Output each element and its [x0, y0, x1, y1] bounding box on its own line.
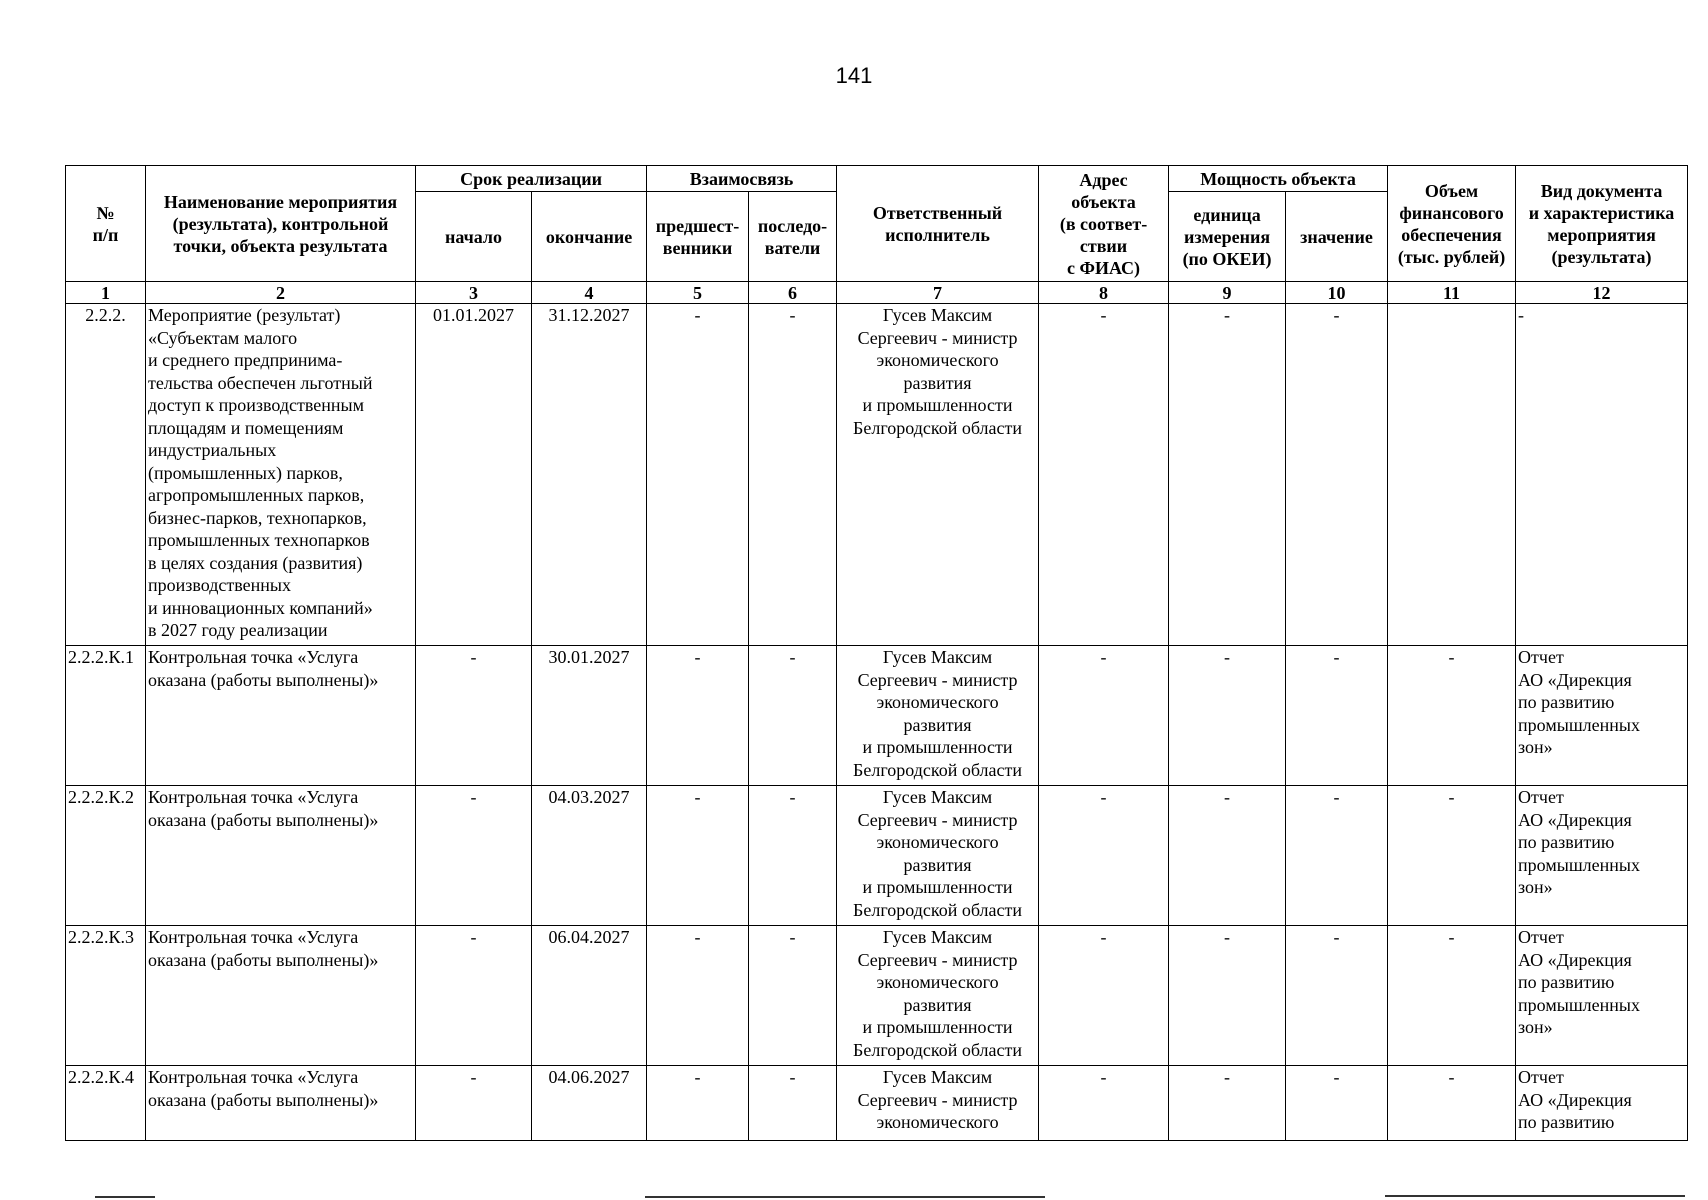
column-number: 2	[146, 282, 416, 304]
row-end: 04.03.2027	[532, 786, 647, 926]
column-number-row	[66, 282, 1688, 304]
column-number: 10	[1286, 282, 1388, 304]
header-successors: последо- ватели	[749, 192, 837, 282]
scan-edge-line	[645, 1196, 1045, 1198]
table-row	[66, 786, 1688, 926]
table-row	[66, 926, 1688, 1066]
row-executor: Гусев Максим Сергеевич - министр экономического развития и промышленности Белгородской области	[837, 304, 1039, 646]
row-funding: -	[1388, 926, 1516, 1066]
row-start: 01.01.2027	[416, 304, 532, 646]
row-executor: Гусев Максим Сергеевич - министр экономического развития и промышленности Белгородской области	[837, 646, 1039, 786]
header-start: начало	[416, 192, 532, 282]
row-unit: -	[1169, 304, 1286, 646]
row-name: Контрольная точка «Услуга оказана (работы выполнены)»	[146, 1066, 416, 1141]
plan-table	[65, 165, 1688, 1141]
header-num: № п/п	[66, 166, 146, 282]
row-end: 04.06.2027	[532, 1066, 647, 1141]
column-number: 8	[1039, 282, 1169, 304]
table-row	[66, 304, 1688, 646]
column-number: 9	[1169, 282, 1286, 304]
row-start: -	[416, 926, 532, 1066]
row-value: -	[1286, 786, 1388, 926]
header-relation: Взаимосвязь	[647, 166, 837, 192]
column-number: 4	[532, 282, 647, 304]
row-name: Мероприятие (результат) «Субъектам малого и среднего предпринима- тельства обеспечен льготный доступ к производственным площадям и помещениям индустриальных (промышленных) парков, агропромышленных парков, бизнес-парков, технопарков, промышленных технопарков в целях создания (развития) производственных и инновационных компаний» в 2027 году реализации	[146, 304, 416, 646]
row-end: 06.04.2027	[532, 926, 647, 1066]
row-unit: -	[1169, 926, 1286, 1066]
row-address: -	[1039, 646, 1169, 786]
header-value: значение	[1286, 192, 1388, 282]
scan-edge-line	[1385, 1195, 1685, 1197]
row-start: -	[416, 646, 532, 786]
row-end: 31.12.2027	[532, 304, 647, 646]
table-row	[66, 1066, 1688, 1141]
row-doc-type: Отчет АО «Дирекция по развитию промышленных зон»	[1516, 786, 1688, 926]
row-predecessors: -	[647, 786, 749, 926]
column-number: 6	[749, 282, 837, 304]
column-number: 12	[1516, 282, 1688, 304]
row-funding: -	[1388, 1066, 1516, 1141]
row-executor: Гусев Максим Сергеевич - министр экономического развития и промышленности Белгородской области	[837, 926, 1039, 1066]
table-row	[66, 646, 1688, 786]
header-address: Адрес объекта (в соответ- ствии с ФИАС)	[1039, 166, 1169, 282]
row-value: -	[1286, 1066, 1388, 1141]
column-number: 5	[647, 282, 749, 304]
row-name: Контрольная точка «Услуга оказана (работы выполнены)»	[146, 646, 416, 786]
scan-edge-line	[95, 1196, 155, 1198]
row-executor: Гусев Максим Сергеевич - министр экономического	[837, 1066, 1039, 1141]
column-number: 11	[1388, 282, 1516, 304]
row-unit: -	[1169, 1066, 1286, 1141]
header-row-top	[66, 166, 1688, 192]
row-value: -	[1286, 926, 1388, 1066]
page-number: 141	[835, 63, 873, 88]
row-num: 2.2.2.	[66, 304, 146, 646]
row-predecessors: -	[647, 304, 749, 646]
row-doc-type: -	[1516, 304, 1688, 646]
row-doc-type: Отчет АО «Дирекция по развитию промышленных зон»	[1516, 926, 1688, 1066]
column-number: 3	[416, 282, 532, 304]
row-end: 30.01.2027	[532, 646, 647, 786]
row-funding	[1388, 304, 1516, 646]
row-funding: -	[1388, 646, 1516, 786]
header-unit: единица измерения (по ОКЕИ)	[1169, 192, 1286, 282]
row-num: 2.2.2.К.4	[66, 1066, 146, 1141]
column-number: 1	[66, 282, 146, 304]
row-num: 2.2.2.К.1	[66, 646, 146, 786]
row-successors: -	[749, 926, 837, 1066]
header-funding: Объем финансового обеспечения (тыс. рублей)	[1388, 166, 1516, 282]
header-doc-type: Вид документа и характеристика мероприятия (результата)	[1516, 166, 1688, 282]
row-start: -	[416, 1066, 532, 1141]
row-doc-type: Отчет АО «Дирекция по развитию	[1516, 1066, 1688, 1141]
row-predecessors: -	[647, 646, 749, 786]
header-end: окончание	[532, 192, 647, 282]
header-name: Наименование мероприятия (результата), контрольной точки, объекта результата	[146, 166, 416, 282]
row-doc-type: Отчет АО «Дирекция по развитию промышленных зон»	[1516, 646, 1688, 786]
column-number: 7	[837, 282, 1039, 304]
row-address: -	[1039, 786, 1169, 926]
row-successors: -	[749, 646, 837, 786]
row-address: -	[1039, 926, 1169, 1066]
row-num: 2.2.2.К.3	[66, 926, 146, 1066]
row-value: -	[1286, 646, 1388, 786]
row-successors: -	[749, 1066, 837, 1141]
row-predecessors: -	[647, 1066, 749, 1141]
row-funding: -	[1388, 786, 1516, 926]
header-executor: Ответственный исполнитель	[837, 166, 1039, 282]
row-successors: -	[749, 786, 837, 926]
header-capacity: Мощность объекта	[1169, 166, 1388, 192]
row-num: 2.2.2.К.2	[66, 786, 146, 926]
row-address: -	[1039, 304, 1169, 646]
row-name: Контрольная точка «Услуга оказана (работы выполнены)»	[146, 926, 416, 1066]
row-successors: -	[749, 304, 837, 646]
row-start: -	[416, 786, 532, 926]
row-executor: Гусев Максим Сергеевич - министр экономического развития и промышленности Белгородской области	[837, 786, 1039, 926]
row-value: -	[1286, 304, 1388, 646]
row-address: -	[1039, 1066, 1169, 1141]
header-predecessors: предшест- венники	[647, 192, 749, 282]
header-period: Срок реализации	[416, 166, 647, 192]
row-predecessors: -	[647, 926, 749, 1066]
row-unit: -	[1169, 646, 1286, 786]
row-unit: -	[1169, 786, 1286, 926]
row-name: Контрольная точка «Услуга оказана (работы выполнены)»	[146, 786, 416, 926]
